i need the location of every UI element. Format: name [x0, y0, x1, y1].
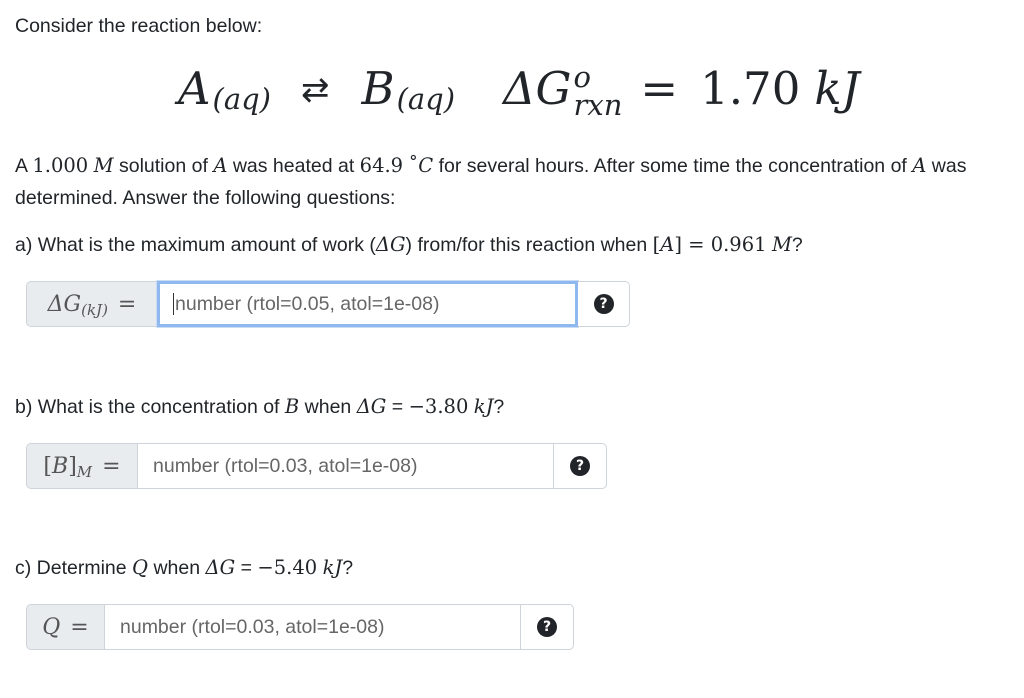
paragraph-text: for several hours. After some time the concentration of	[433, 155, 913, 177]
paragraph-text: was determined. Answer the following questions:	[15, 155, 967, 209]
delta-g-rxn	[503, 60, 623, 122]
answer-c-input-group	[26, 604, 574, 650]
delta-g-value-b: −3.80	[408, 395, 469, 418]
delta-g-value: 1.70	[700, 62, 801, 115]
question-circle-icon: ?	[537, 617, 557, 637]
reaction-equation	[178, 62, 860, 132]
answer-a-label: ΔG (kJ) =	[26, 281, 157, 327]
delta-g-symbol: ΔG	[503, 62, 572, 115]
delta-g-value-c: −5.40	[257, 556, 318, 579]
delta-g-symbol: ΔG	[205, 556, 236, 579]
equilibrium-arrow-icon: ⇄	[300, 70, 330, 110]
answer-b-help-button[interactable]	[554, 443, 607, 489]
answer-c-placeholder: number (rtol=0.03, atol=1e-08)	[120, 615, 385, 638]
product: B	[361, 62, 395, 115]
answer-a-input-group	[26, 281, 630, 327]
degree-symbol: ˚	[408, 154, 419, 177]
text-cursor	[173, 293, 174, 315]
question-circle-icon: ?	[570, 456, 590, 476]
temperature-value: 64.9	[359, 154, 404, 177]
answer-b-input[interactable]	[137, 443, 554, 489]
question-a: a) What is the maximum amount of work (ΔG) from/for this reaction when [A] = 0.961 M?	[15, 233, 803, 256]
question-b: b) What is the concentration of B when ΔG = −3.80 kJ?	[15, 395, 505, 418]
molar-unit: M	[93, 154, 114, 177]
intro-text: Consider the reaction below:	[15, 15, 263, 37]
delta-g-symbol: ΔG	[375, 233, 406, 256]
answer-a-placeholder: number (rtol=0.05, atol=1e-08)	[175, 292, 440, 315]
answer-c-help-button[interactable]	[521, 604, 574, 650]
answer-b-label: [ B ] M =	[26, 443, 137, 489]
reactant-state: (aq)	[212, 82, 271, 116]
delta-g-unit: kJ	[814, 62, 860, 115]
question-c: c) Determine Q when ΔG = −5.40 kJ?	[15, 556, 354, 579]
paragraph-text: solution of	[113, 155, 214, 177]
paragraph-text: was heated at	[227, 155, 360, 177]
problem-paragraph	[15, 150, 1010, 214]
initial-concentration: 1.000	[32, 154, 89, 177]
answer-c-input[interactable]	[104, 604, 521, 650]
reactant: A	[178, 62, 211, 115]
rxn-sub: rxn	[573, 88, 623, 122]
paragraph-text: A	[15, 155, 33, 177]
answer-a-help-button[interactable]	[578, 281, 630, 327]
product-state: (aq)	[396, 82, 456, 116]
delta-g-symbol: ΔG	[356, 395, 387, 418]
answer-b-placeholder: number (rtol=0.03, atol=1e-08)	[153, 454, 418, 477]
species-a: A	[213, 154, 228, 177]
concentration-a-value: 0.961	[710, 233, 767, 256]
species-a: A	[912, 154, 927, 177]
standard-state-sup: o	[573, 60, 591, 94]
answer-c-label: Q =	[26, 604, 104, 650]
equals-sign: =	[640, 62, 679, 115]
question-circle-icon: ?	[594, 294, 614, 314]
answer-b-input-group	[26, 443, 607, 489]
celsius-unit: C	[418, 154, 434, 177]
answer-a-input[interactable]	[157, 281, 578, 327]
